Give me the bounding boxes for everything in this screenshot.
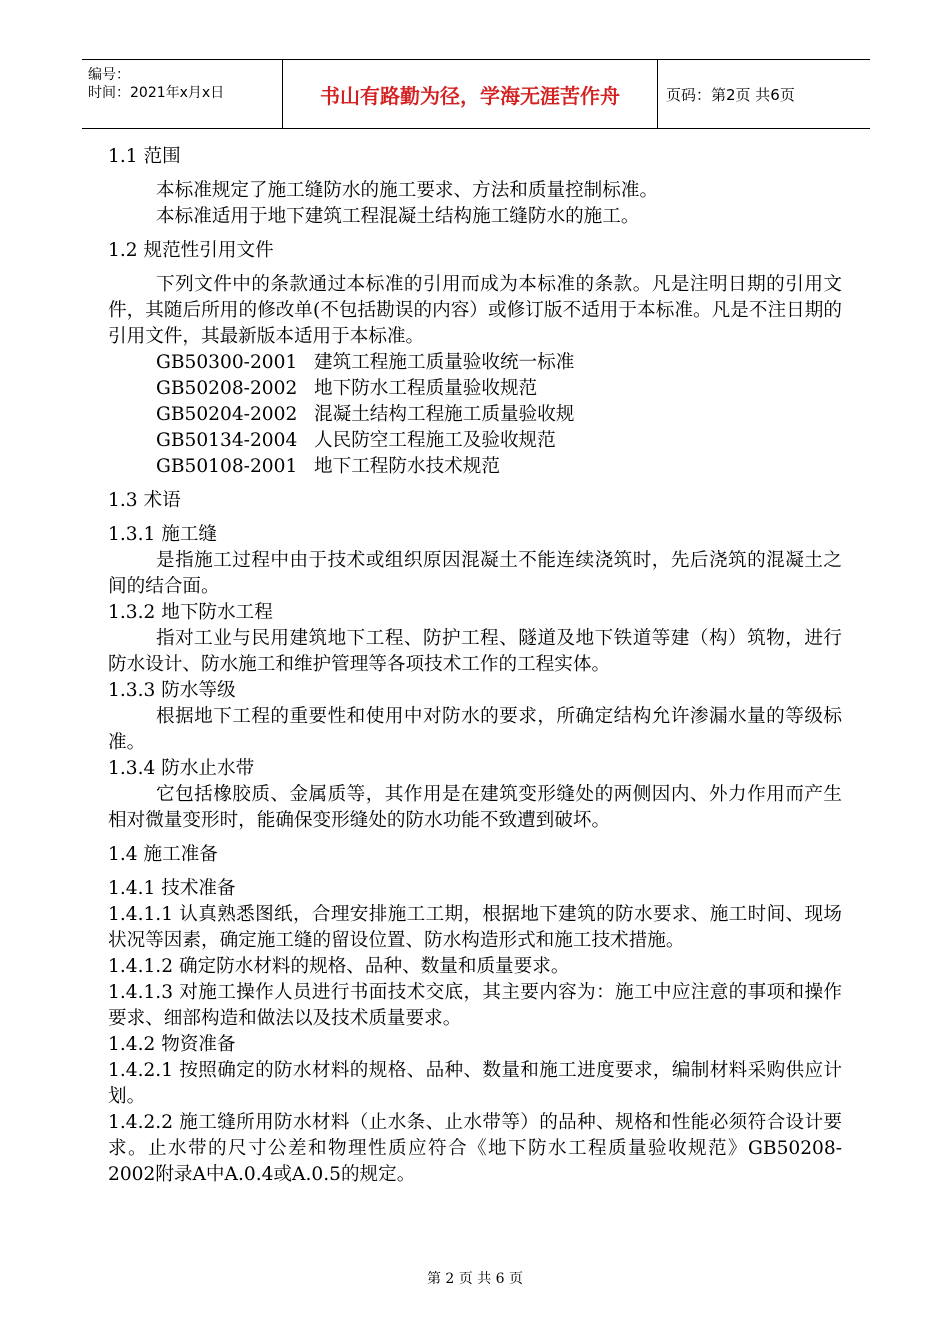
paragraph: 它包括橡胶质、金属质等，其作用是在建筑变形缝处的两侧因内、外力作用而产生相对微量变形时，能确保变形缝处的防水功能不致遭到破坏。: [108, 784, 842, 831]
paragraph: 1.4.2.1 按照确定的防水材料的规格、品种、数量和施工进度要求，编制材料采购供应计划。: [108, 1060, 842, 1107]
subsection-heading: 1.4.2 物资准备: [108, 1034, 236, 1055]
paragraph: 1.4.2.2 施工缝所用防水材料（止水条、止水带等）的品种、规格和性能必须符合设计要求。止水带的尺寸公差和物理性质应符合《地下防水工程质量验收规范》GB50208-2002附录A中A.0.4或A.0.5的规定。: [108, 1112, 842, 1185]
reference-item: [108, 376, 842, 402]
reference-code: GB50108-2001: [156, 456, 298, 477]
reference-code: GB50300-2001: [156, 352, 298, 373]
paragraph: 1.4.1.3 对施工操作人员进行书面技术交底，其主要内容为：施工中应注意的事项和操作要求、细部构造和做法以及技术质量要求。: [108, 982, 842, 1029]
section-heading: 1.3 术语: [108, 490, 181, 511]
subsection-heading: 1.4.1 技术准备: [108, 878, 236, 899]
subsection-heading: 1.3.3 防水等级: [108, 680, 236, 701]
paragraph: 本标准规定了施工缝防水的施工要求、方法和质量控制标准。: [156, 180, 659, 201]
paragraph: 1.4.1.1 认真熟悉图纸，合理安排施工工期，根据地下建筑的防水要求、施工时间、现场状况等因素，确定施工缝的留设位置、防水构造形式和施工技术措施。: [108, 904, 842, 951]
reference-item: [108, 402, 842, 428]
reference-code: GB50204-2002: [156, 404, 298, 425]
subsection-heading: 1.3.4 防水止水带: [108, 758, 255, 779]
reference-title: 建筑工程施工质量验收统一标准: [314, 352, 575, 373]
section-heading: 1.1 范围: [108, 146, 181, 167]
paragraph: 1.4.1.2 确定防水材料的规格、品种、数量和质量要求。: [108, 956, 570, 977]
paragraph: 本标准适用于地下建筑工程混凝土结构施工缝防水的施工。: [156, 206, 640, 227]
paragraph: 下列文件中的条款通过本标准的引用而成为本标准的条款。凡是注明日期的引用文件，其随后所用的修改单(不包括勘误的内容）或修订版不适用于本标准。凡是不注日期的引用文件，其最新版本适用于本标准。: [108, 274, 842, 347]
header-page-info: 页码：第2页 共6页: [666, 85, 795, 104]
page-header: [82, 59, 870, 129]
reference-item: [108, 350, 842, 376]
subsection-heading: 1.3.1 施工缝: [108, 524, 218, 545]
document-date: 时间：2021年x月x日: [88, 85, 225, 101]
paragraph: 是指施工过程中由于技术或组织原因混凝土不能连续浇筑时，先后浇筑的混凝土之间的结合面。: [108, 550, 842, 597]
reference-title: 地下工程防水技术规范: [314, 456, 500, 477]
reference-title: 地下防水工程质量验收规范: [314, 378, 538, 399]
paragraph: 根据地下工程的重要性和使用中对防水的要求，所确定结构允许渗漏水量的等级标准。: [108, 706, 842, 753]
header-motto: 书山有路勤为径，学海无涯苦作舟: [282, 60, 658, 128]
section-heading: 1.2 规范性引用文件: [108, 240, 274, 261]
reference-code: GB50134-2004: [156, 430, 298, 451]
reference-code: GB50208-2002: [156, 378, 298, 399]
document-number-label: 编号：: [88, 67, 130, 83]
header-meta: [82, 60, 282, 128]
reference-item: [108, 454, 842, 480]
reference-title: 人民防空工程施工及验收规范: [314, 430, 556, 451]
reference-item: [108, 428, 842, 454]
section-heading: 1.4 施工准备: [108, 844, 218, 865]
reference-title: 混凝土结构工程施工质量验收规: [314, 404, 575, 425]
paragraph: 指对工业与民用建筑地下工程、防护工程、隧道及地下铁道等建（构）筑物，进行防水设计、防水施工和维护管理等各项技术工作的工程实体。: [108, 628, 842, 675]
page-footer: 第 2 页 共 6 页: [426, 1271, 524, 1287]
subsection-heading: 1.3.2 地下防水工程: [108, 602, 273, 623]
document-body: [108, 144, 842, 1188]
